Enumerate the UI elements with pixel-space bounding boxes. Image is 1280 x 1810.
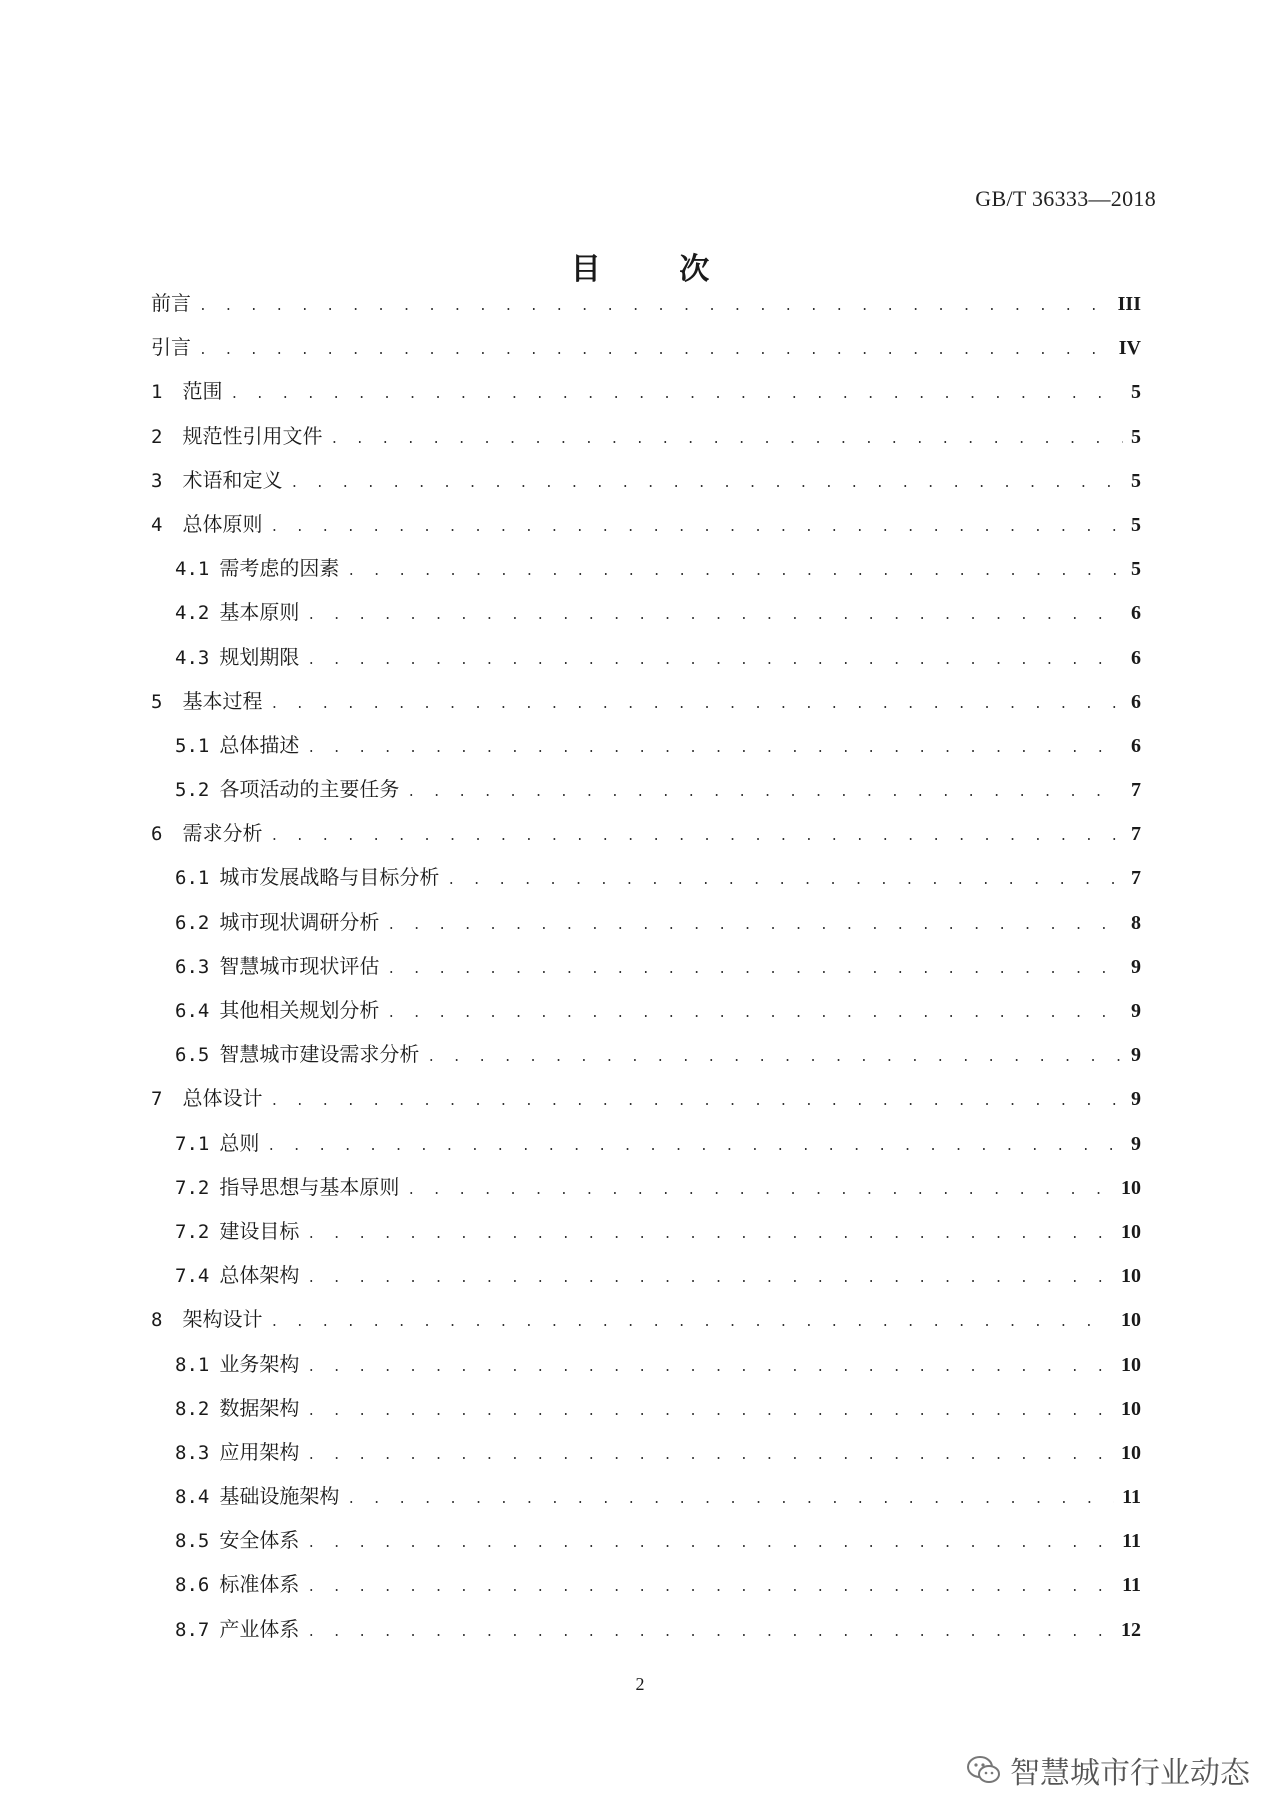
toc-entry-label: 标准体系: [219, 1572, 300, 1597]
toc-entry-label: 总体设计: [182, 1086, 263, 1111]
toc-entry-number: 6.4: [175, 1000, 210, 1022]
dot-leader: [347, 1478, 1114, 1522]
toc-entry[interactable]: [151, 281, 1141, 325]
toc-entry[interactable]: [151, 1253, 1141, 1297]
toc-entry-page: III: [1117, 293, 1141, 315]
toc-entry-page: 6: [1131, 734, 1141, 757]
toc-entry[interactable]: [151, 414, 1141, 458]
toc-entry-page: 10: [1121, 1220, 1141, 1243]
dot-leader: [199, 285, 1110, 329]
dot-leader: [307, 1522, 1114, 1566]
dot-leader: [270, 1080, 1123, 1124]
toc-entry-page: 9: [1131, 955, 1141, 978]
toc-entry-number: 6.3: [175, 955, 210, 978]
toc-entry-page: 9: [1131, 1132, 1141, 1155]
toc-entry-page: 10: [1121, 1265, 1141, 1288]
toc-entry[interactable]: [151, 1430, 1141, 1474]
dot-leader: [387, 992, 1123, 1036]
dot-leader: [307, 1390, 1113, 1434]
toc-entry-number: 4.3: [175, 646, 210, 669]
toc-entry-label: 规划期限: [219, 644, 300, 669]
toc-entry-label: 建设目标: [219, 1218, 300, 1243]
toc-entry-label: 范围: [182, 379, 223, 404]
toc-entry-label: 指导思想与基本原则: [219, 1174, 400, 1199]
toc-entry-page: 10: [1121, 1397, 1141, 1420]
toc-entry[interactable]: [151, 679, 1141, 723]
toc-entry-label: 其他相关规划分析: [219, 998, 380, 1022]
toc-entry-page: 6: [1131, 646, 1141, 669]
toc-entry-label: 应用架构: [219, 1439, 300, 1464]
toc-entry-label: 总体架构: [219, 1263, 300, 1288]
toc-entry-label: 总则: [219, 1130, 260, 1155]
toc-entry-label: 基本原则: [219, 600, 300, 625]
dot-leader: [330, 418, 1123, 462]
toc-entry[interactable]: [151, 1474, 1141, 1518]
toc-entry-label: 产业体系: [219, 1616, 300, 1641]
toc-entry[interactable]: [151, 1297, 1141, 1341]
toc-entry-page: 9: [1131, 1088, 1141, 1111]
toc-entry-page: 12: [1121, 1618, 1141, 1641]
toc-entry-label: 术语和定义: [182, 467, 283, 492]
toc-entry-number: 6.1: [175, 867, 210, 890]
toc-entry-page: 11: [1122, 1574, 1141, 1597]
toc-entry-page: 10: [1121, 1309, 1141, 1332]
toc-entry[interactable]: [151, 944, 1141, 988]
toc-entry-number: 7.2: [175, 1220, 210, 1243]
document-code: GB/T 36333—2018: [975, 186, 1156, 211]
dot-leader: [387, 948, 1123, 992]
toc-entry-page: 7: [1131, 779, 1141, 802]
toc-entry-page: 8: [1131, 911, 1141, 934]
toc-entry-number: 8.5: [175, 1530, 210, 1553]
toc-entry[interactable]: [151, 1032, 1141, 1076]
toc-entry-number: 8.2: [175, 1397, 210, 1420]
toc-entry-label: 数据架构: [219, 1395, 300, 1420]
toc-entry-number: 8.3: [175, 1441, 210, 1464]
toc-entry-page: 7: [1131, 867, 1141, 890]
dot-leader: [290, 462, 1123, 506]
toc-entry[interactable]: [151, 1342, 1141, 1386]
toc-entry[interactable]: [151, 855, 1141, 899]
dot-leader: [307, 1213, 1113, 1257]
toc-entry-number: 1: [151, 381, 163, 404]
dot-leader: [270, 1301, 1113, 1345]
toc-entry-number: 8.7: [175, 1618, 210, 1641]
toc-entry[interactable]: [151, 458, 1141, 502]
wechat-icon: [966, 1755, 1002, 1785]
toc-entry-page: 11: [1122, 1530, 1141, 1553]
toc-entry-label: 智慧城市建设需求分析: [219, 1042, 420, 1067]
toc-title: 目 次: [570, 252, 744, 287]
toc-entry[interactable]: [151, 546, 1141, 590]
toc-entry-number: 4.2: [175, 602, 210, 625]
toc-entry-number: 4: [151, 513, 163, 536]
dot-leader: [407, 1169, 1113, 1213]
dot-leader: [199, 329, 1111, 373]
toc-entry-page: 6: [1131, 690, 1141, 713]
toc-entry-page: 6: [1131, 602, 1141, 625]
dot-leader: [270, 506, 1123, 550]
watermark-text: 智慧城市行业动态: [1010, 1756, 1250, 1791]
toc-entry[interactable]: [151, 1209, 1141, 1253]
dot-leader: [387, 904, 1123, 948]
dot-leader: [307, 727, 1123, 771]
toc-entry-label: 基础设施架构: [219, 1484, 340, 1509]
toc-entry[interactable]: [151, 635, 1141, 679]
toc-entry[interactable]: [151, 1121, 1141, 1165]
toc-entry-label: 需求分析: [182, 821, 263, 846]
dot-leader: [270, 815, 1123, 859]
toc-entry-number: 6.5: [175, 1044, 210, 1067]
toc-entry-page: 5: [1131, 381, 1141, 404]
toc-entry-number: 6: [151, 823, 163, 846]
toc-entry[interactable]: [151, 502, 1141, 546]
toc-entry-page: 10: [1121, 1176, 1141, 1199]
toc-entry[interactable]: [151, 325, 1141, 369]
toc-entry-page: IV: [1118, 337, 1141, 360]
page-number: 2: [635, 1674, 645, 1694]
toc-entry-label: 智慧城市现状评估: [219, 953, 380, 978]
toc-entry-page: 5: [1131, 513, 1141, 536]
toc-entry-number: 5: [151, 690, 163, 713]
toc-entry-number: 6.2: [175, 911, 210, 934]
dot-leader: [427, 1036, 1123, 1080]
toc-entry[interactable]: [151, 1076, 1141, 1120]
toc-entry-label: 各项活动的主要任务: [219, 777, 400, 802]
toc-entry-number: 8.4: [175, 1486, 210, 1509]
toc-entry-page: 11: [1122, 1486, 1141, 1509]
toc-entry-number: 3: [151, 469, 163, 492]
toc-entry-label: 架构设计: [182, 1307, 263, 1332]
dot-leader: [307, 1434, 1113, 1478]
dot-leader: [270, 683, 1123, 727]
toc-entry[interactable]: [151, 590, 1141, 634]
toc-entry-page: 5: [1131, 469, 1141, 492]
toc-entry-number: 4.1: [175, 558, 210, 581]
toc-entry-page: 5: [1131, 425, 1141, 448]
toc-entry-label: 需考虑的因素: [219, 556, 340, 581]
toc-entry[interactable]: [151, 1518, 1141, 1562]
toc-entry-page: 9: [1131, 1000, 1141, 1022]
toc-entry-label: 城市发展战略与目标分析: [219, 865, 440, 890]
table-of-contents: [151, 281, 1141, 1651]
dot-leader: [307, 639, 1123, 683]
dot-leader: [307, 1346, 1113, 1390]
toc-entry-label: 引言: [151, 335, 191, 360]
toc-entry[interactable]: [151, 900, 1141, 944]
dot-leader: [230, 373, 1123, 417]
toc-entry[interactable]: [151, 369, 1141, 413]
toc-entry-number: 5.1: [175, 734, 210, 757]
toc-entry-number: 8: [151, 1309, 163, 1332]
toc-entry-label: 总体原则: [182, 511, 263, 536]
dot-leader: [307, 594, 1123, 638]
toc-entry-label: 业务架构: [219, 1351, 300, 1376]
toc-entry-number: 8.6: [175, 1574, 210, 1597]
toc-entry-label: 前言: [151, 291, 191, 315]
dot-leader: [267, 1125, 1123, 1169]
watermark: [966, 1748, 1250, 1792]
toc-entry-number: 8.1: [175, 1353, 210, 1376]
toc-entry-label: 城市现状调研分析: [219, 909, 380, 934]
toc-entry-number: 7.4: [175, 1265, 210, 1288]
toc-entry-page: 10: [1121, 1353, 1141, 1376]
toc-entry-number: 7.1: [175, 1132, 210, 1155]
toc-entry-label: 安全体系: [219, 1528, 300, 1553]
toc-entry-page: 7: [1131, 823, 1141, 846]
dot-leader: [307, 1566, 1114, 1610]
toc-entry-page: 10: [1121, 1441, 1141, 1464]
dot-leader: [407, 771, 1123, 815]
toc-entry[interactable]: [151, 723, 1141, 767]
toc-entry-number: 7: [151, 1088, 163, 1111]
toc-entry[interactable]: [151, 811, 1141, 855]
toc-entry-label: 基本过程: [182, 688, 263, 713]
toc-entry[interactable]: [151, 767, 1141, 811]
dot-leader: [307, 1257, 1113, 1301]
dot-leader: [347, 550, 1123, 594]
toc-entry[interactable]: [151, 1165, 1141, 1209]
toc-entry-number: 7.2: [175, 1176, 210, 1199]
toc-entry-page: 9: [1131, 1044, 1141, 1067]
toc-entry-label: 规范性引用文件: [182, 423, 323, 448]
toc-entry-number: 5.2: [175, 779, 210, 802]
toc-entry[interactable]: [151, 1562, 1141, 1606]
toc-entry-number: 2: [151, 425, 163, 448]
toc-entry[interactable]: [151, 1607, 1141, 1651]
toc-entry-page: 5: [1131, 558, 1141, 581]
toc-entry[interactable]: [151, 988, 1141, 1032]
dot-leader: [307, 1611, 1113, 1655]
toc-entry-label: 总体描述: [219, 732, 300, 757]
dot-leader: [447, 859, 1123, 903]
toc-entry[interactable]: [151, 1386, 1141, 1430]
